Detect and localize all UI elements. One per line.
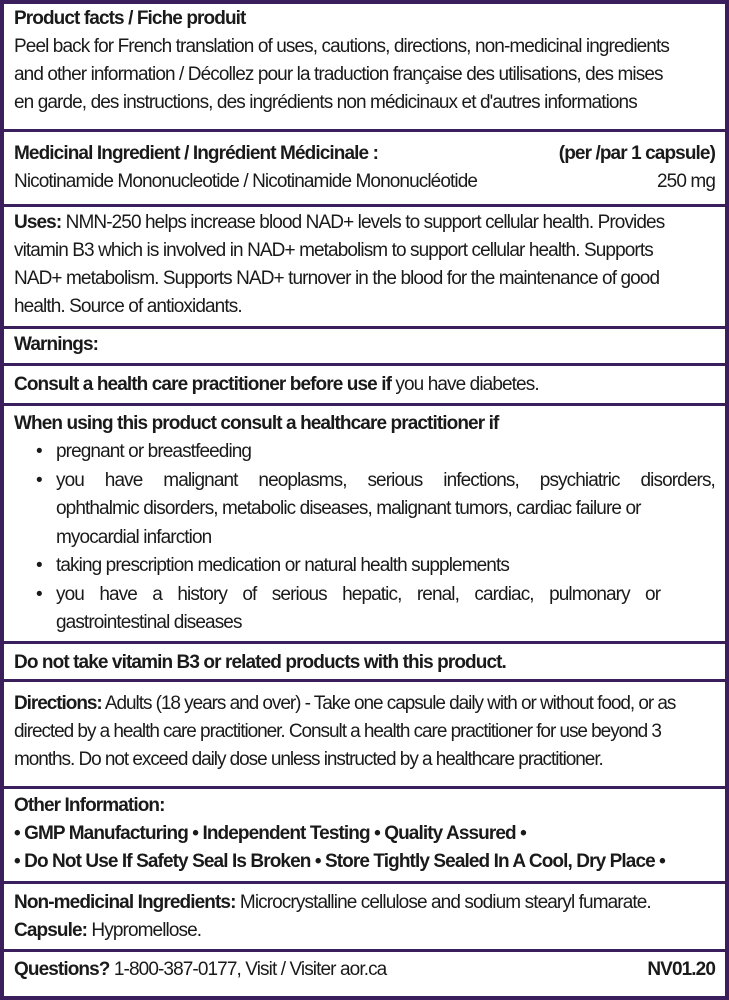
other-information-line-2: • Do Not Use If Safety Seal Is Broken • Store Tightly Sealed In A Cool, Dry Place • [14,851,665,872]
bullet-icon: • [36,441,42,462]
facts-line-1: Peel back for French translation of uses, cautions, directions, non-medicinal ingredients [14,36,669,57]
list-item-continuation: gastrointestinal diseases [56,612,242,633]
word: serious [367,469,423,491]
list-item: • you have a history of serious hepatic, renal, cardiac, pulmonary or [36,581,715,610]
word: disorders, [640,469,715,491]
list-item-continuation: ophthalmic disorders, metabolic diseases, malignant tumors, cardiac failure or [56,498,641,519]
warning-list [14,438,715,638]
list-item: • taking prescription medication or natural health supplements [36,552,715,581]
do-not-take-section [4,644,725,682]
capsule-label: Capsule: [14,920,88,941]
product-facts-title: Product facts / Fiche produit [14,8,246,29]
word: psychiatric [539,469,620,491]
when-using-header: When using this product consult a healthcare practitioner if [14,413,499,434]
directions-text-1: Adults (18 years and over) - Take one capsule daily with or without food, or as [101,693,676,714]
version-code: NV01.20 [647,959,715,980]
questions-text: 1-800-387-0177, Visit / Visiter aor.ca [109,959,387,980]
consult-line [14,371,715,399]
medicinal-ingredient-section [4,132,725,207]
uses-line-2: vitamin B3 which is involved in NAD+ metabolism to support cellular health. Supports [14,240,653,261]
uses-text-1: NMN-250 helps increase blood NAD+ levels to support cellular health. Provides [61,212,665,233]
list-item-continuation: myocardial infarction [56,526,212,548]
list-item [36,467,715,496]
bullet-icon: • [36,469,42,491]
directions-line-3: months. Do not exceed daily dose unless instructed by a healthcare practitioner. [14,749,603,770]
uses-line-3: NAD+ metabolism. Supports NAD+ turnover in the blood for the maintenance of good [14,268,660,289]
uses-label: Uses: [14,212,62,233]
list-item: • pregnant or breastfeeding [36,438,715,467]
non-medicinal-line [14,889,715,917]
bullet-icon: • [36,555,42,576]
warnings-label: Warnings: [14,334,99,355]
consult-bold: Consult a health care practitioner before use if [14,374,392,395]
facts-line-3: en garde, des instructions, des ingrédients non médicinaux et d'autres informations [14,92,637,113]
consult-rest: you have diabetes. [391,374,539,395]
capsule-line [14,917,715,945]
directions-line-2: directed by a health care practitioner. Consult a health care practitioner for use beyond 3 [14,721,661,742]
capsule-text: Hypromellose. [87,920,202,941]
word: you [56,469,84,491]
word: neoplasms, [258,469,347,491]
non-medicinal-text: Microcrystalline cellulose and sodium stearyl fumarate. [235,892,651,913]
directions-label: Directions: [14,693,102,714]
other-information-line-1: • GMP Manufacturing • Independent Testing • Quality Assured • [14,823,526,844]
other-information-section [4,789,725,884]
consult-section [4,366,725,406]
directions-line-1 [14,690,715,718]
ingredient-amount: 250 mg [657,171,715,192]
word: have [104,469,143,491]
non-medicinal-section [4,884,725,952]
non-medicinal-label: Non-medicinal Ingredients: [14,892,236,913]
directions-section [4,682,725,789]
word: malignant [163,469,238,491]
ingredient-name: Nicotinamide Mononucleotide / Nicotinamide Mononucléotide [14,171,478,192]
questions-label: Questions? [14,959,110,980]
questions-line [14,956,386,984]
bullet-icon: • [36,583,42,605]
uses-section [4,207,725,329]
uses-line-1 [14,209,715,237]
other-information-label: Other Information: [14,795,165,816]
do-not-take-text: Do not take vitamin B3 or related products with this product. [14,652,506,673]
questions-section [4,952,725,993]
uses-line-4: health. Source of antioxidants. [14,296,242,317]
warnings-section [4,329,725,366]
facts-line-2: and other information / Décollez pour la traduction française des utilisations, des mises [14,64,663,85]
medicinal-ingredient-header: Medicinal Ingredient / Ingrédient Médicinale : [14,143,378,164]
product-facts-section [4,4,725,132]
word: infections, [443,469,519,491]
when-using-section [4,406,725,644]
per-capsule-label: (per /par 1 capsule) [558,143,715,164]
